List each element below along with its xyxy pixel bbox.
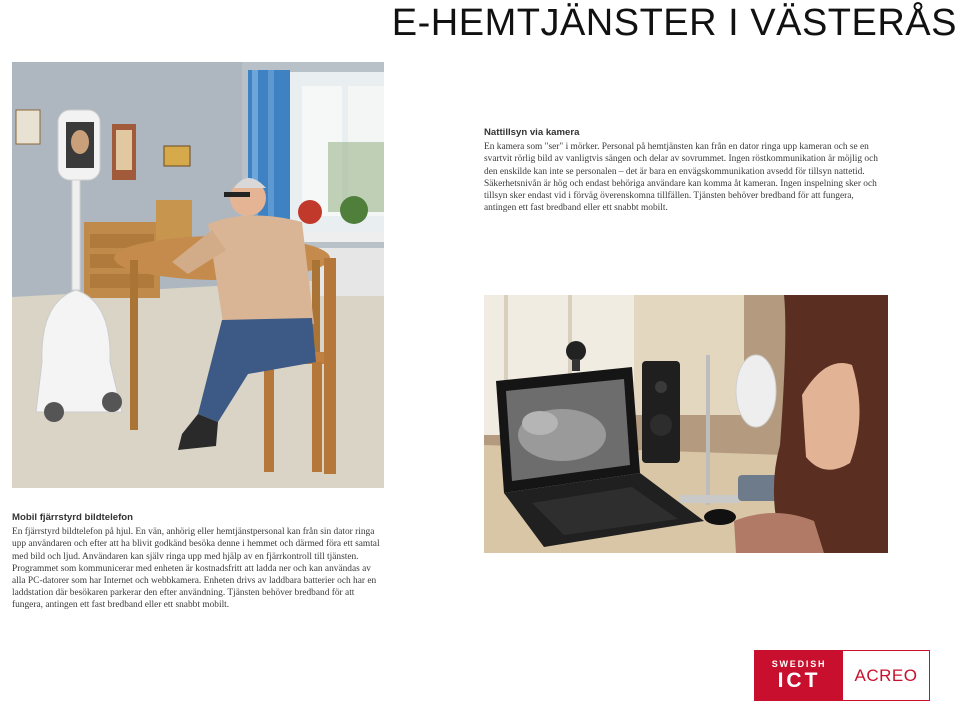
caption-robot-heading: Mobil fjärrstyrd bildtelefon xyxy=(12,512,133,523)
logo-brand-top: SWEDISH xyxy=(771,659,827,669)
photo-telepresence-robot xyxy=(12,62,384,488)
caption-robot-phone xyxy=(12,512,384,612)
photo-night-camera xyxy=(484,295,888,553)
caption-night-body: En kamera som "ser" i mörker. Personal på hemtjänsten kan från en dator ringa upp kameran och se en svartvit rörlig bild av vanligtvis sängen och delar av sovrummet. Ingen röstkommunikation är möjlig och den enskilde kan inte se personalen – det är bara en envägskommunikation avsedd för tillsyn nattetid. Säkerhetsnivån är hög och endast behöriga användare kan komma åt kameran. Ingen inspelning sker och tillsyn sker endast vid i förväg överenskomna tillfällen. Tjänsten behöver bredband för att fungera, antingen ett fast bredband eller ett snabbt mobilt. xyxy=(484,142,878,214)
slide-title: E-HEMTJÄNSTER I VÄSTERÅS xyxy=(391,2,957,44)
caption-robot-body: En fjärrstyrd bildtelefon på hjul. En vän, anhörig eller hemtjänstpersonal kan från sin dator ringa upp användaren och efter att ha blivit godkänd besöka denne i hemmet och därmed föra ett samtal med bild och ljud. Användaren kan själv ringa upp med hjälp av en fjärrkontroll till tjänsten. Programmet som kommunicerar med enheten är kostnadsfritt att ladda ner och kan användas av alla PC-datorer som har Internet och webbkamera. Enheten drivs av laddbara batterier och har en laddstation där besökaren parkerar den efter användning. Tjänsten behöver bredband för att fungera, antingen ett fast bredband eller ett snabbt mobilt. xyxy=(12,527,380,611)
swedish-ict-acreo-logo xyxy=(754,650,930,701)
caption-night-heading: Nattillsyn via kamera xyxy=(484,127,580,138)
acreo-logo: ACREO xyxy=(854,665,918,685)
caption-night-camera xyxy=(484,127,880,214)
logo-brand-bottom: ICT xyxy=(777,669,821,692)
swedish-ict-logo xyxy=(755,651,843,700)
